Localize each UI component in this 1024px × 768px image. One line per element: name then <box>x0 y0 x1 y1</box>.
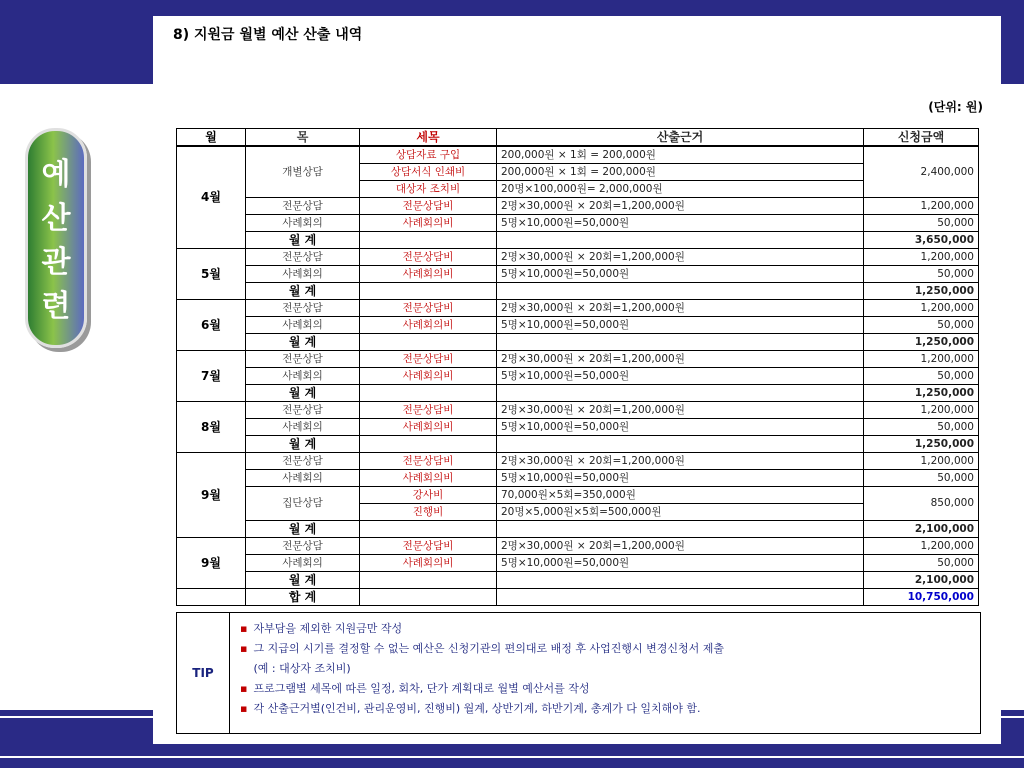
bullet-icon: ▪ <box>240 702 248 715</box>
amount-cell: 1,200,000 <box>864 198 979 215</box>
amount-cell: 50,000 <box>864 215 979 232</box>
bottom-stripe <box>0 756 1024 758</box>
header-item: 목 <box>246 129 360 147</box>
item-cell: 집단상담 <box>246 487 360 521</box>
basis-cell: 20명×5,000원×5회=500,000원 <box>497 504 864 521</box>
item-cell: 전문상담 <box>246 300 360 317</box>
item-cell: 월 계 <box>246 385 360 402</box>
budget-table <box>176 128 979 606</box>
subitem-cell: 전문상담비 <box>360 538 497 555</box>
subtotal-row <box>177 572 979 589</box>
subitem-cell: 사례회의비 <box>360 555 497 572</box>
table-row <box>177 146 979 164</box>
badge-char: 련 <box>41 289 71 324</box>
item-cell: 사례회의 <box>246 215 360 232</box>
table-header-row <box>177 129 979 147</box>
amount-cell: 50,000 <box>864 555 979 572</box>
subitem-cell: 사례회의비 <box>360 317 497 334</box>
basis-cell <box>497 334 864 351</box>
badge-char: 산 <box>41 201 71 236</box>
basis-cell <box>497 436 864 453</box>
basis-cell: 5명×10,000원=50,000원 <box>497 470 864 487</box>
amount-cell: 2,400,000 <box>864 146 979 198</box>
tip-item <box>240 639 724 659</box>
document-sheet <box>153 16 1001 744</box>
table-row <box>177 266 979 283</box>
item-cell: 사례회의 <box>246 470 360 487</box>
amount-cell: 50,000 <box>864 470 979 487</box>
subitem-cell: 전문상담비 <box>360 300 497 317</box>
item-cell: 개별상담 <box>246 146 360 198</box>
basis-cell <box>497 521 864 538</box>
header-month: 월 <box>177 129 246 147</box>
table-body <box>177 146 979 606</box>
amount-cell: 1,250,000 <box>864 283 979 300</box>
amount-cell: 1,250,000 <box>864 385 979 402</box>
amount-cell: 1,200,000 <box>864 453 979 470</box>
basis-cell: 5명×10,000원=50,000원 <box>497 317 864 334</box>
basis-cell: 2명×30,000원 × 20회=1,200,000원 <box>497 402 864 419</box>
item-cell: 사례회의 <box>246 368 360 385</box>
basis-cell <box>497 589 864 606</box>
table-row <box>177 487 979 504</box>
basis-cell: 2명×30,000원 × 20회=1,200,000원 <box>497 249 864 266</box>
table-row <box>177 453 979 470</box>
table-row <box>177 538 979 555</box>
basis-cell: 2명×30,000원 × 20회=1,200,000원 <box>497 453 864 470</box>
month-cell: 9월 <box>177 453 246 538</box>
side-badge <box>25 128 87 348</box>
tip-item <box>240 699 724 719</box>
item-cell: 전문상담 <box>246 402 360 419</box>
amount-cell: 3,650,000 <box>864 232 979 249</box>
table-row <box>177 419 979 436</box>
basis-cell <box>497 283 864 300</box>
subitem-cell: 전문상담비 <box>360 198 497 215</box>
amount-cell: 2,100,000 <box>864 521 979 538</box>
item-cell: 사례회의 <box>246 419 360 436</box>
amount-cell: 1,200,000 <box>864 351 979 368</box>
basis-cell: 20명×100,000원= 2,000,000원 <box>497 181 864 198</box>
basis-cell: 200,000원 × 1회 = 200,000원 <box>497 164 864 181</box>
subitem-cell: 전문상담비 <box>360 402 497 419</box>
tip-box <box>176 612 981 734</box>
table-row <box>177 402 979 419</box>
table-row <box>177 249 979 266</box>
item-cell: 월 계 <box>246 283 360 300</box>
amount-cell: 1,250,000 <box>864 436 979 453</box>
amount-cell: 50,000 <box>864 419 979 436</box>
basis-cell <box>497 232 864 249</box>
subitem-cell: 사례회의비 <box>360 470 497 487</box>
subtotal-row <box>177 521 979 538</box>
table-row <box>177 555 979 572</box>
table-row <box>177 300 979 317</box>
tip-text: 프로그램별 세목에 따른 일정, 회차, 단가 계획대로 월별 예산서를 작성 <box>253 682 590 695</box>
table-row <box>177 368 979 385</box>
subitem-cell: 사례회의비 <box>360 266 497 283</box>
subtotal-row <box>177 436 979 453</box>
tip-text: (예 : 대상자 조치비) <box>253 662 351 675</box>
tip-text: 그 지급의 시기를 결정할 수 없는 예산은 신청기관의 편의대로 배정 후 사업진행시 변경신청서 제출 <box>253 642 724 655</box>
table-row <box>177 215 979 232</box>
amount-cell: 1,200,000 <box>864 538 979 555</box>
bullet-icon: ▪ <box>240 622 248 635</box>
basis-cell: 2명×30,000원 × 20회=1,200,000원 <box>497 300 864 317</box>
subtotal-row <box>177 385 979 402</box>
subitem-cell <box>360 232 497 249</box>
header-subitem: 세목 <box>360 129 497 147</box>
badge-char: 관 <box>41 245 71 280</box>
header-amount: 신청금액 <box>864 129 979 147</box>
unit-note: (단위: 원) <box>928 100 983 114</box>
basis-cell: 70,000원×5회=350,000원 <box>497 487 864 504</box>
subitem-cell: 전문상담비 <box>360 453 497 470</box>
tip-list <box>230 613 724 733</box>
month-cell: 5월 <box>177 249 246 300</box>
item-cell: 합 계 <box>246 589 360 606</box>
month-cell <box>177 589 246 606</box>
amount-cell: 2,100,000 <box>864 572 979 589</box>
basis-cell: 5명×10,000원=50,000원 <box>497 555 864 572</box>
month-cell: 4월 <box>177 146 246 249</box>
item-cell: 월 계 <box>246 572 360 589</box>
tip-text: 자부담을 제외한 지원금만 작성 <box>253 622 403 635</box>
item-cell: 월 계 <box>246 521 360 538</box>
page-title: 8) 지원금 월별 예산 산출 내역 <box>173 27 363 43</box>
subtotal-row <box>177 334 979 351</box>
subitem-cell: 상담서식 인쇄비 <box>360 164 497 181</box>
subitem-cell: 사례회의비 <box>360 419 497 436</box>
subitem-cell <box>360 283 497 300</box>
subitem-cell <box>360 385 497 402</box>
subitem-cell: 진행비 <box>360 504 497 521</box>
basis-cell: 2명×30,000원 × 20회=1,200,000원 <box>497 351 864 368</box>
subitem-cell: 사례회의비 <box>360 368 497 385</box>
month-cell: 9월 <box>177 538 246 589</box>
item-cell: 전문상담 <box>246 198 360 215</box>
subitem-cell <box>360 521 497 538</box>
bullet-icon: ▪ <box>240 682 248 695</box>
table-row <box>177 470 979 487</box>
bullet-icon: ▪ <box>240 642 248 655</box>
amount-cell: 50,000 <box>864 317 979 334</box>
amount-cell: 50,000 <box>864 266 979 283</box>
basis-cell: 5명×10,000원=50,000원 <box>497 368 864 385</box>
basis-cell: 5명×10,000원=50,000원 <box>497 266 864 283</box>
amount-cell: 50,000 <box>864 368 979 385</box>
amount-cell: 1,200,000 <box>864 249 979 266</box>
subitem-cell <box>360 334 497 351</box>
table-row <box>177 351 979 368</box>
amount-cell: 10,750,000 <box>864 589 979 606</box>
tip-text: 각 산출근거별(인건비, 관리운영비, 진행비) 월계, 상반기계, 하반기계, 총계가 다 일치해야 함. <box>253 702 701 715</box>
amount-cell: 1,250,000 <box>864 334 979 351</box>
subitem-cell <box>360 589 497 606</box>
basis-cell: 2명×30,000원 × 20회=1,200,000원 <box>497 538 864 555</box>
subtotal-row <box>177 232 979 249</box>
item-cell: 월 계 <box>246 436 360 453</box>
subitem-cell <box>360 436 497 453</box>
amount-cell: 850,000 <box>864 487 979 521</box>
subitem-cell: 대상자 조치비 <box>360 181 497 198</box>
subitem-cell <box>360 572 497 589</box>
header-basis: 산출근거 <box>497 129 864 147</box>
table-row <box>177 317 979 334</box>
item-cell: 전문상담 <box>246 351 360 368</box>
basis-cell: 5명×10,000원=50,000원 <box>497 215 864 232</box>
month-cell: 7월 <box>177 351 246 402</box>
month-cell: 6월 <box>177 300 246 351</box>
subitem-cell: 사례회의비 <box>360 215 497 232</box>
item-cell: 사례회의 <box>246 266 360 283</box>
basis-cell: 5명×10,000원=50,000원 <box>497 419 864 436</box>
tip-item <box>240 659 724 679</box>
item-cell: 전문상담 <box>246 538 360 555</box>
item-cell: 사례회의 <box>246 555 360 572</box>
amount-cell: 1,200,000 <box>864 402 979 419</box>
basis-cell: 200,000원 × 1회 = 200,000원 <box>497 146 864 164</box>
item-cell: 전문상담 <box>246 249 360 266</box>
subitem-cell: 강사비 <box>360 487 497 504</box>
tip-item <box>240 619 724 639</box>
item-cell: 월 계 <box>246 232 360 249</box>
basis-cell <box>497 385 864 402</box>
badge-char: 예 <box>41 157 71 192</box>
basis-cell: 2명×30,000원 × 20회=1,200,000원 <box>497 198 864 215</box>
month-cell: 8월 <box>177 402 246 453</box>
total-row <box>177 589 979 606</box>
item-cell: 전문상담 <box>246 453 360 470</box>
table-row <box>177 198 979 215</box>
item-cell: 사례회의 <box>246 317 360 334</box>
basis-cell <box>497 572 864 589</box>
subitem-cell: 상담자료 구입 <box>360 146 497 164</box>
subtotal-row <box>177 283 979 300</box>
tip-label: TIP <box>177 613 230 733</box>
amount-cell: 1,200,000 <box>864 300 979 317</box>
subitem-cell: 전문상담비 <box>360 351 497 368</box>
tip-item <box>240 679 724 699</box>
item-cell: 월 계 <box>246 334 360 351</box>
subitem-cell: 전문상담비 <box>360 249 497 266</box>
